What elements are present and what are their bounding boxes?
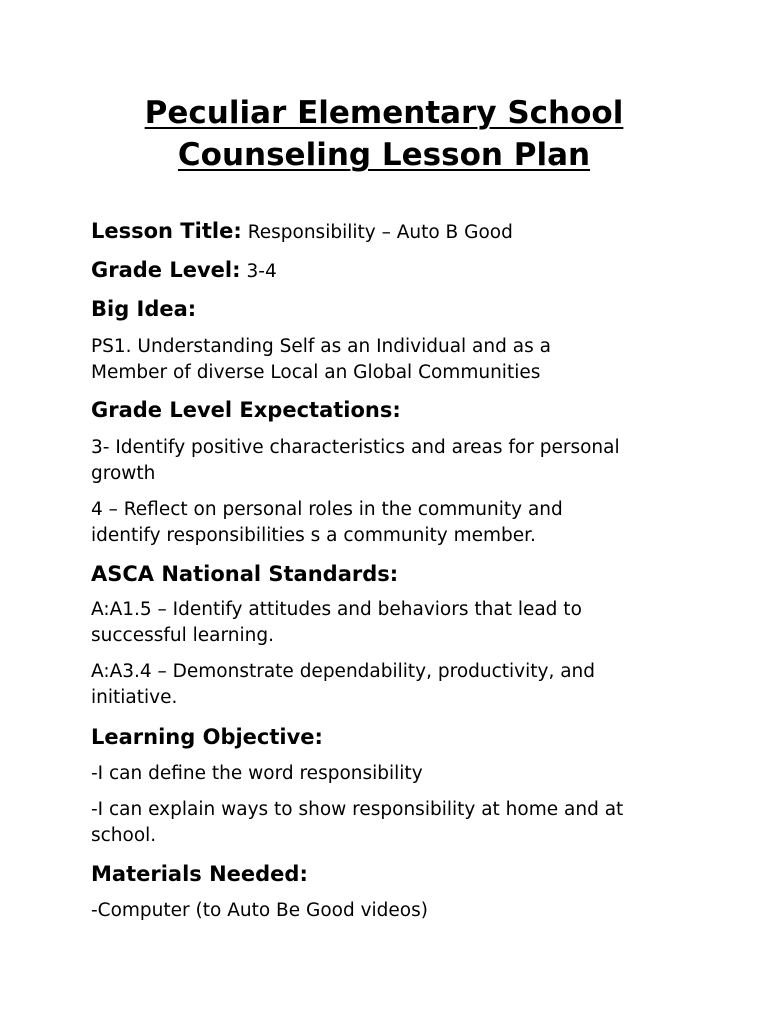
objective-item-2-line-2: school. <box>91 825 157 846</box>
grade-level-label: Grade Level: <box>91 258 241 282</box>
big-idea-text-line-1: PS1. Understanding Self as an Individual and as a <box>91 336 551 357</box>
learning-objective-heading: Learning Objective: <box>91 725 323 749</box>
asca-item-1-line-1: A:A1.5 – Identify attitudes and behaviors that lead to <box>91 599 582 620</box>
grade-level-expectations-heading: Grade Level Expectations: <box>91 398 401 422</box>
asca-item-2-line-1: A:A3.4 – Demonstrate dependability, productivity, and <box>91 661 596 682</box>
grade-level-row <box>91 256 731 286</box>
lesson-title-value: Responsibility – Auto B Good <box>247 222 513 243</box>
big-idea-text-line-2: Member of diverse Local an Global Communities <box>91 362 541 383</box>
materials-item-1: -Computer (to Auto Be Good videos) <box>91 900 428 921</box>
gle-item-1-line-2: growth <box>91 463 156 484</box>
lesson-title-label: Lesson Title: <box>91 219 242 243</box>
document-title-line-1: Peculiar Elementary School <box>144 95 624 131</box>
grade-level-value: 3-4 <box>246 261 277 282</box>
document-title-line-2: Counseling Lesson Plan <box>177 137 591 173</box>
gle-item-2-line-1: 4 – Reflect on personal roles in the community and <box>91 499 563 520</box>
objective-item-2-line-1: -I can explain ways to show responsibility at home and at <box>91 799 624 820</box>
materials-needed-heading: Materials Needed: <box>91 862 308 886</box>
gle-item-2-line-2: identify responsibilities s a community member. <box>91 525 536 546</box>
asca-item-1-line-2: successful learning. <box>91 625 274 646</box>
lesson-title-row <box>91 217 731 247</box>
asca-standards-heading: ASCA National Standards: <box>91 562 399 586</box>
big-idea-heading: Big Idea: <box>91 297 197 321</box>
objective-item-1: -I can define the word responsibility <box>91 763 423 784</box>
gle-item-1-line-1: 3- Identify positive characteristics and areas for personal <box>91 437 620 458</box>
asca-item-2-line-2: initiative. <box>91 687 178 708</box>
